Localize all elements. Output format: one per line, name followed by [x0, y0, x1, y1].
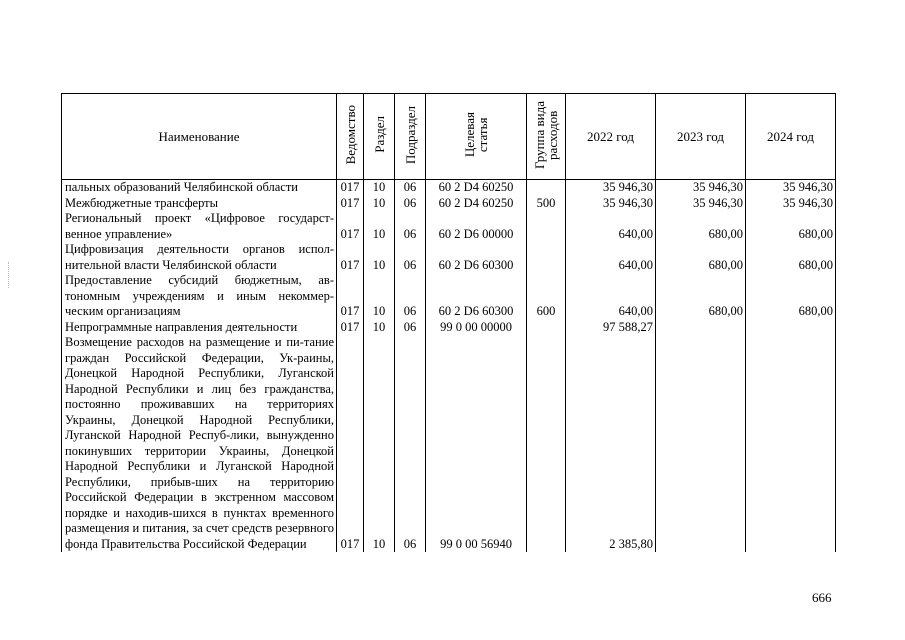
scan-edge-mark	[8, 262, 10, 288]
row-2023	[656, 335, 746, 552]
row-celevaya-statya: 60 2 D4 60250	[426, 180, 527, 196]
row-razdel: 10	[364, 180, 395, 196]
row-razdel: 10	[364, 273, 395, 320]
row-2024: 680,00	[746, 273, 836, 320]
row-gruppa	[527, 180, 566, 196]
row-2023: 35 946,30	[656, 180, 746, 196]
table-body	[62, 180, 836, 553]
row-razdel: 10	[364, 335, 395, 552]
row-celevaya-statya: 60 2 D6 00000	[426, 211, 527, 242]
row-vedomstvo: 017	[337, 242, 364, 273]
row-2022: 35 946,30	[566, 180, 656, 196]
table-row	[62, 196, 836, 212]
row-vedomstvo: 017	[337, 196, 364, 212]
row-celevaya-statya: 99 0 00 00000	[426, 320, 527, 336]
row-gruppa	[527, 320, 566, 336]
page-number: 666	[812, 590, 832, 605]
row-name: Возмещение расходов на размещение и пи-тание граждан Российской Федерации, Ук-раины, Донецкой Народной Республики, Луганской Народной Республики и лиц без гражданства, постоянно проживавших на территориях Украины, Донецкой Народной Республики, Луганской Народной Респуб-лики, вынужденно покинувших территории Украины, Донецкой Народной Республики и Луганской Народной Республики, прибыв-ших на территорию Российской Федерации в экстренном массовом порядке и находив-шихся в пунктах временного размещения и питания, за счет средств резервного фонда Правительства Российской Федерации	[62, 335, 337, 552]
row-gruppa	[527, 335, 566, 552]
row-podrazdel: 06	[395, 335, 426, 552]
row-name: Цифровизация деятельности органов испол-нительной власти Челябинской области	[62, 242, 337, 273]
header-razdel: Раздел	[364, 94, 395, 180]
row-2022: 97 588,27	[566, 320, 656, 336]
row-2023: 680,00	[656, 242, 746, 273]
table-row	[62, 320, 836, 336]
row-vedomstvo: 017	[337, 180, 364, 196]
row-podrazdel: 06	[395, 242, 426, 273]
table-row	[62, 211, 836, 242]
row-2023	[656, 320, 746, 336]
row-celevaya-statya: 60 2 D6 60300	[426, 273, 527, 320]
row-2022: 35 946,30	[566, 196, 656, 212]
header-2024: 2024 год	[746, 94, 836, 180]
row-name: пальных образований Челябинской области	[62, 180, 337, 196]
row-2023: 680,00	[656, 273, 746, 320]
row-2023: 680,00	[656, 211, 746, 242]
row-gruppa: 600	[527, 273, 566, 320]
header-2022: 2022 год	[566, 94, 656, 180]
row-2024: 680,00	[746, 242, 836, 273]
row-name: Региональный проект «Цифровое государст-венное управление»	[62, 211, 337, 242]
row-name: Непрограммные направления деятельности	[62, 320, 337, 336]
row-2022: 2 385,80	[566, 335, 656, 552]
row-vedomstvo: 017	[337, 320, 364, 336]
row-2024	[746, 320, 836, 336]
row-razdel: 10	[364, 320, 395, 336]
row-podrazdel: 06	[395, 273, 426, 320]
header-celevaya-statya: Целевая статья	[426, 94, 527, 180]
header-name: Наименование	[62, 94, 337, 180]
table-row	[62, 180, 836, 196]
row-celevaya-statya: 60 2 D4 60250	[426, 196, 527, 212]
row-gruppa: 500	[527, 196, 566, 212]
row-2023: 35 946,30	[656, 196, 746, 212]
header-podrazdel: Подраздел	[395, 94, 426, 180]
row-2022: 640,00	[566, 273, 656, 320]
row-vedomstvo: 017	[337, 335, 364, 552]
row-podrazdel: 06	[395, 180, 426, 196]
header-2023: 2023 год	[656, 94, 746, 180]
row-razdel: 10	[364, 242, 395, 273]
row-2024: 35 946,30	[746, 180, 836, 196]
table-row	[62, 242, 836, 273]
row-2024: 35 946,30	[746, 196, 836, 212]
table-row	[62, 335, 836, 552]
row-2024: 680,00	[746, 211, 836, 242]
row-celevaya-statya: 99 0 00 56940	[426, 335, 527, 552]
row-2024	[746, 335, 836, 552]
header-vedomstvo: Ведомство	[337, 94, 364, 180]
row-vedomstvo: 017	[337, 211, 364, 242]
row-name: Предоставление субсидий бюджетным, ав-тономным учреждениям и иным некоммер-ческим организациям	[62, 273, 337, 320]
row-podrazdel: 06	[395, 196, 426, 212]
header-gruppa-vida-rashodov: Группа вида расходов	[527, 94, 566, 180]
table-row	[62, 273, 836, 320]
row-podrazdel: 06	[395, 320, 426, 336]
row-2022: 640,00	[566, 211, 656, 242]
row-razdel: 10	[364, 196, 395, 212]
row-2022: 640,00	[566, 242, 656, 273]
budget-table	[61, 93, 836, 552]
row-gruppa	[527, 242, 566, 273]
row-name: Межбюджетные трансферты	[62, 196, 337, 212]
row-celevaya-statya: 60 2 D6 60300	[426, 242, 527, 273]
row-vedomstvo: 017	[337, 273, 364, 320]
header-row	[62, 94, 836, 180]
row-podrazdel: 06	[395, 211, 426, 242]
row-razdel: 10	[364, 211, 395, 242]
row-gruppa	[527, 211, 566, 242]
